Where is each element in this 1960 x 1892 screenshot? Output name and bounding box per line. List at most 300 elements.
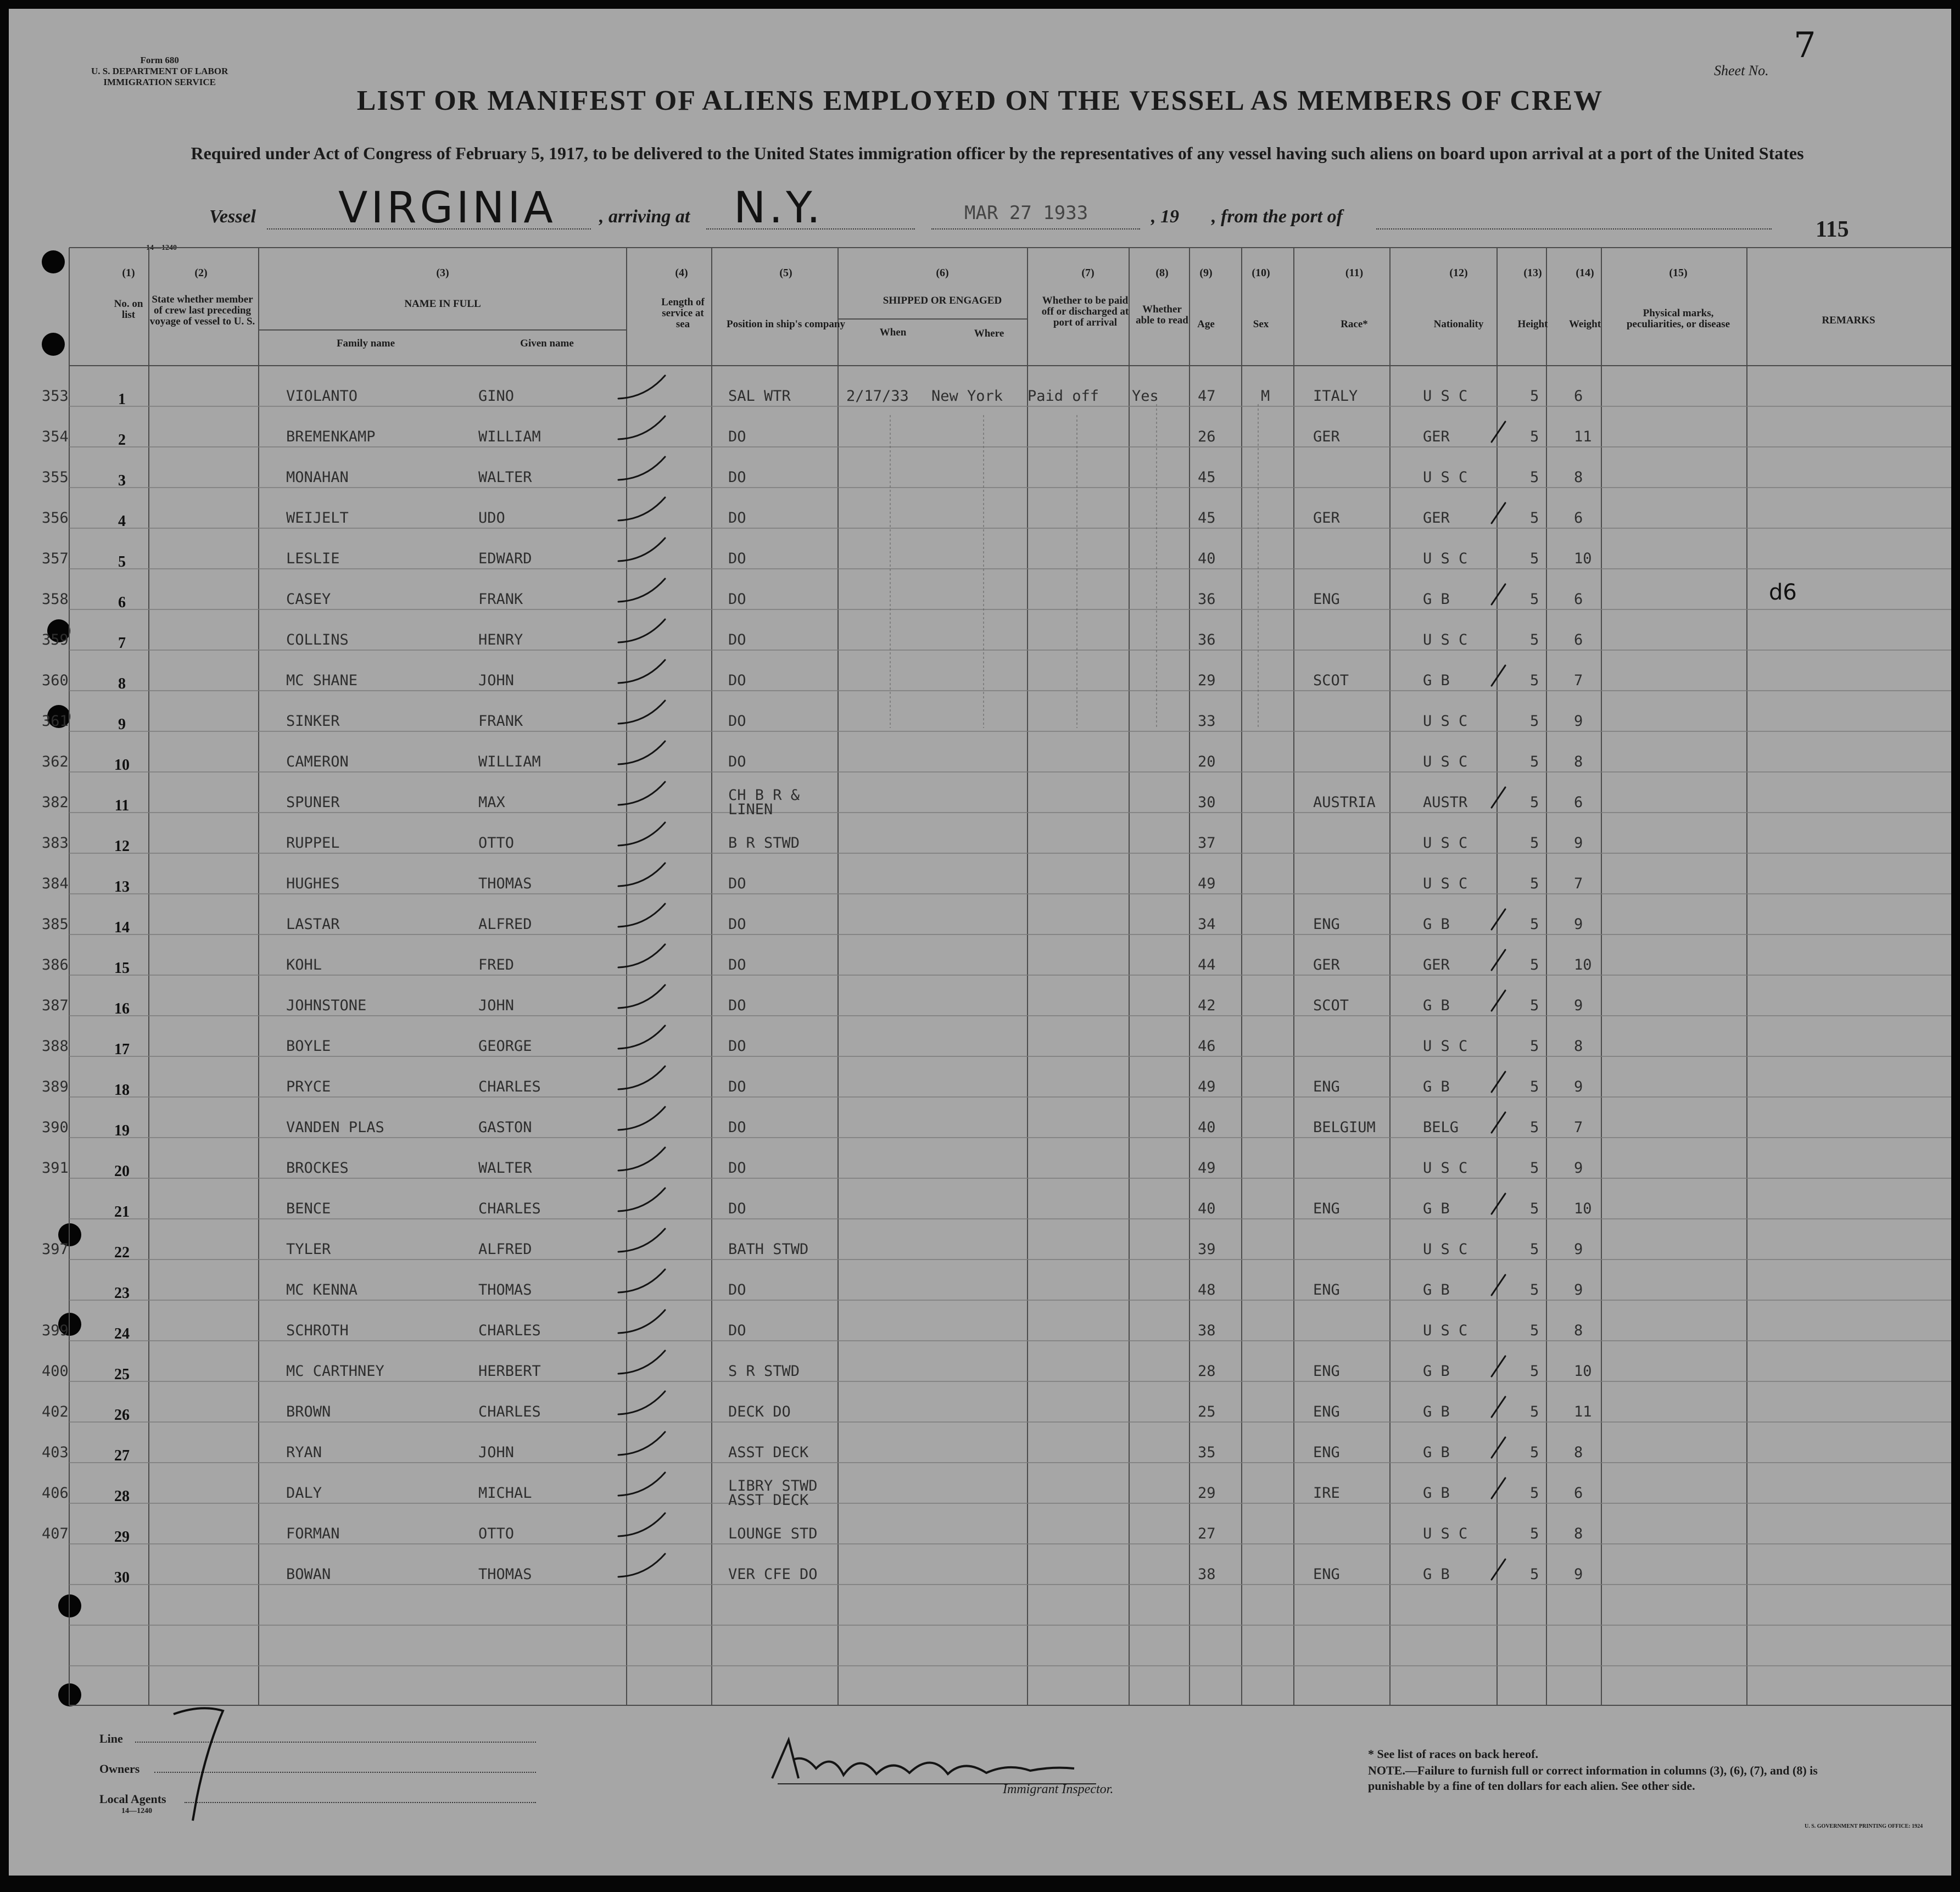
- cell-family-name: LASTAR: [286, 916, 340, 933]
- service-check-mark: [618, 1066, 665, 1089]
- service-check-mark: [618, 660, 665, 683]
- cell-position: B R STWD: [728, 835, 800, 852]
- cell-family-name: MC CARTHNEY: [286, 1363, 384, 1380]
- cell-height: 5: [1530, 1241, 1539, 1258]
- cell-list-id: 354: [42, 428, 69, 445]
- cell-height: 5: [1530, 631, 1539, 648]
- col-3-sub-family: Family name: [336, 338, 395, 349]
- service-check-mark: [618, 376, 665, 399]
- row-number: 9: [118, 716, 126, 733]
- service-check-mark: [618, 1351, 665, 1374]
- row-number: 23: [114, 1285, 130, 1302]
- cell-nationality: GER: [1423, 956, 1450, 973]
- cell-race: ITALY: [1313, 388, 1358, 405]
- cell-given-name: OTTO: [478, 835, 515, 852]
- cell-nationality: GER: [1423, 510, 1450, 527]
- row-number: 16: [114, 1000, 130, 1017]
- cell-age: 49: [1198, 875, 1216, 892]
- cell-list-id: 402: [42, 1403, 69, 1420]
- cell-age: 45: [1198, 469, 1216, 486]
- cell-given-name: FRANK: [478, 591, 523, 608]
- cell-age: 49: [1198, 1078, 1216, 1095]
- cell-given-name: GINO: [478, 388, 515, 405]
- cell-nationality: G B: [1423, 997, 1450, 1014]
- cell-nationality: U S C: [1423, 1322, 1468, 1339]
- cell-given-name: EDWARD: [478, 550, 532, 567]
- cell-weight: 9: [1574, 1281, 1583, 1298]
- cell-nationality: G B: [1423, 1444, 1450, 1461]
- service-check-mark: [618, 1310, 665, 1333]
- cell-age: 28: [1198, 1363, 1216, 1380]
- col-2-label: State whether member of crew last preceding voyage of vessel to U. S.: [149, 294, 255, 327]
- cell-family-name: RUPPEL: [286, 835, 340, 852]
- cell-weight: 10: [1574, 1200, 1592, 1217]
- cell-position: DO: [728, 1160, 746, 1177]
- col-15-label: Physical marks, peculiarities, or disease: [1626, 307, 1730, 330]
- inspector-label: Immigrant Inspector.: [1003, 1782, 1114, 1796]
- nationality-check-mark: [1492, 1194, 1505, 1214]
- line-label: Line: [99, 1732, 123, 1745]
- cell-position: DO: [728, 753, 746, 770]
- cell-position: DO: [728, 510, 746, 527]
- cell-family-name: SPUNER: [286, 794, 340, 811]
- row-number: 20: [114, 1163, 130, 1180]
- printer-imprint: U. S. GOVERNMENT PRINTING OFFICE: 1924: [1805, 1823, 1923, 1829]
- cell-race: ENG: [1313, 1403, 1340, 1420]
- cell-weight: 10: [1574, 1363, 1592, 1380]
- cell-given-name: FRED: [478, 956, 515, 973]
- cell-family-name: SINKER: [286, 713, 340, 730]
- cell-height: 5: [1530, 591, 1539, 608]
- col-2-number: (2): [194, 267, 208, 279]
- cell-family-name: SCHROTH: [286, 1322, 349, 1339]
- cell-height: 5: [1530, 835, 1539, 852]
- penalty-note: NOTE.—Failure to furnish full or correct information in columns (3), (6), (7), and (8) is punishable by a fine of ten dollars for each alien. See other side.: [1368, 1764, 1818, 1793]
- cell-age: 44: [1198, 956, 1216, 973]
- cell-sex: M: [1261, 388, 1270, 405]
- cell-position: DO: [728, 713, 746, 730]
- cell-height: 5: [1530, 794, 1539, 811]
- cell-list-id: 387: [42, 997, 69, 1014]
- cell-family-name: VANDEN PLAS: [286, 1119, 384, 1136]
- nationality-check-mark: [1492, 950, 1505, 970]
- page-title: LIST OR MANIFEST OF ALIENS EMPLOYED ON THE VESSEL AS MEMBERS OF CREW: [356, 85, 1604, 116]
- cell-weight: 7: [1574, 672, 1583, 689]
- owners-label: Owners: [99, 1762, 140, 1776]
- cell-list-id: 397: [42, 1241, 69, 1258]
- cell-weight: 6: [1574, 1485, 1583, 1502]
- cell-list-id: 384: [42, 875, 69, 892]
- cell-given-name: WILLIAM: [478, 428, 541, 445]
- cell-position: DO: [728, 1281, 746, 1298]
- col-remarks-label: REMARKS: [1822, 315, 1875, 326]
- col-1-label: No. on list: [114, 298, 143, 321]
- col-12-number: (12): [1449, 267, 1468, 279]
- cell-nationality: U S C: [1423, 1160, 1468, 1177]
- page-number: 115: [1816, 217, 1849, 242]
- cell-family-name: MC SHANE: [286, 672, 358, 689]
- cell-weight: 9: [1574, 713, 1583, 730]
- cell-list-id: 389: [42, 1078, 69, 1095]
- cell-list-id: 355: [42, 469, 69, 486]
- cell-height: 5: [1530, 1525, 1539, 1542]
- nationality-check-mark: [1492, 1072, 1505, 1092]
- cell-nationality: U S C: [1423, 1525, 1468, 1542]
- cell-age: 27: [1198, 1525, 1216, 1542]
- cell-given-name: MAX: [478, 794, 505, 811]
- cell-position: ASST DECK: [728, 1444, 809, 1461]
- cell-age: 29: [1198, 1485, 1216, 1502]
- service-check-mark: [618, 1026, 665, 1049]
- col-15-number: (15): [1669, 267, 1688, 279]
- col-7-number: (7): [1081, 267, 1095, 279]
- arrival-date-stamp: MAR 27 1933: [964, 202, 1088, 224]
- cell-age: 34: [1198, 916, 1216, 933]
- cell-able-to-read: Yes: [1132, 388, 1159, 405]
- cell-race: GER: [1313, 510, 1340, 527]
- cell-height: 5: [1530, 550, 1539, 567]
- service-check-mark: [618, 1391, 665, 1414]
- cell-nationality: U S C: [1423, 1038, 1468, 1055]
- cell-height: 5: [1530, 469, 1539, 486]
- cell-height: 5: [1530, 510, 1539, 527]
- service-check-mark: [618, 1147, 665, 1171]
- row-number: 28: [114, 1488, 130, 1505]
- arriving-port: N.Y.: [734, 183, 824, 233]
- cell-given-name: HERBERT: [478, 1363, 541, 1380]
- row-number: 1: [118, 391, 126, 408]
- cell-family-name: BROCKES: [286, 1160, 349, 1177]
- row-number: 5: [118, 553, 126, 570]
- cell-weight: 10: [1574, 956, 1592, 973]
- row-number: 30: [114, 1569, 130, 1586]
- cell-weight: 6: [1574, 631, 1583, 648]
- handwritten-seven-mark: [168, 1700, 234, 1826]
- row-number: 21: [114, 1204, 130, 1221]
- row-number: 26: [114, 1407, 130, 1424]
- cell-family-name: VIOLANTO: [286, 388, 358, 405]
- service-check-mark: [618, 944, 665, 967]
- cell-height: 5: [1530, 956, 1539, 973]
- col-4-number: (4): [675, 267, 688, 279]
- nationality-check-mark: [1492, 1437, 1505, 1458]
- cell-position: DO: [728, 1200, 746, 1217]
- races-note: * See list of races on back hereof.: [1368, 1747, 1538, 1761]
- cell-family-name: BOWAN: [286, 1566, 331, 1583]
- cell-position: S R STWD: [728, 1363, 800, 1380]
- cell-position: CH B R & LINEN: [728, 787, 800, 818]
- cell-height: 5: [1530, 1078, 1539, 1095]
- cell-weight: 6: [1574, 794, 1583, 811]
- cell-list-id: 361: [42, 713, 69, 730]
- cell-list-id: 406: [42, 1485, 69, 1502]
- cell-race: ENG: [1313, 1200, 1340, 1217]
- cell-given-name: WILLIAM: [478, 753, 541, 770]
- cell-race: BELGIUM: [1313, 1119, 1376, 1136]
- cell-weight: 6: [1574, 510, 1583, 527]
- cell-nationality: AUSTR: [1423, 794, 1468, 811]
- cell-race: GER: [1313, 956, 1340, 973]
- cell-shipped-when: 2/17/33: [846, 388, 909, 405]
- cell-given-name: CHARLES: [478, 1403, 541, 1420]
- cell-list-id: 360: [42, 672, 69, 689]
- cell-position: DO: [728, 1119, 746, 1136]
- cell-age: 26: [1198, 428, 1216, 445]
- row-number: 25: [114, 1366, 130, 1383]
- cell-given-name: MICHAL: [478, 1485, 532, 1502]
- cell-weight: 10: [1574, 550, 1592, 567]
- cell-race: IRE: [1313, 1485, 1340, 1502]
- col-7-label: Whether to be paid off or discharged at port of arrival: [1041, 295, 1129, 328]
- cell-race: ENG: [1313, 1444, 1340, 1461]
- col-12-label: Nationality: [1433, 318, 1484, 330]
- cell-age: 39: [1198, 1241, 1216, 1258]
- cell-nationality: G B: [1423, 1363, 1450, 1380]
- cell-given-name: FRANK: [478, 713, 523, 730]
- cell-nationality: G B: [1423, 591, 1450, 608]
- nationality-check-mark: [1492, 1275, 1505, 1295]
- col-5-label: Position in ship's company: [727, 318, 845, 330]
- cell-weight: 9: [1574, 997, 1583, 1014]
- nationality-check-mark: [1492, 422, 1505, 442]
- cell-height: 5: [1530, 753, 1539, 770]
- cell-weight: 8: [1574, 469, 1583, 486]
- cell-list-id: 383: [42, 835, 69, 852]
- row-number: 6: [118, 594, 126, 611]
- row-number: 27: [114, 1447, 130, 1464]
- cell-position: DO: [728, 550, 746, 567]
- cell-family-name: PRYCE: [286, 1078, 331, 1095]
- service-check-mark: [618, 904, 665, 927]
- cell-family-name: COLLINS: [286, 631, 349, 648]
- cell-height: 5: [1530, 1119, 1539, 1136]
- service-check-mark: [618, 497, 665, 520]
- cell-given-name: CHARLES: [478, 1078, 541, 1095]
- cell-given-name: CHARLES: [478, 1322, 541, 1339]
- cell-nationality: U S C: [1423, 753, 1468, 770]
- row-number: 8: [118, 675, 126, 692]
- service-check-mark: [618, 741, 665, 764]
- col-8-number: (8): [1155, 267, 1169, 279]
- col-6-sub-when: When: [879, 327, 907, 338]
- cell-nationality: G B: [1423, 1403, 1450, 1420]
- print-code-top: 14—1240: [146, 244, 177, 252]
- cell-race: ENG: [1313, 1566, 1340, 1583]
- cell-family-name: FORMAN: [286, 1525, 340, 1542]
- cell-nationality: U S C: [1423, 388, 1468, 405]
- row-number: 17: [114, 1041, 130, 1058]
- local-agents-label: Local Agents: [99, 1792, 166, 1806]
- form-number: Form 680: [140, 55, 179, 65]
- from-port-label: , from the port of: [1211, 206, 1343, 227]
- cell-list-id: 385: [42, 916, 69, 933]
- cell-given-name: WALTER: [478, 1160, 532, 1177]
- row-number: 14: [114, 919, 130, 936]
- cell-age: 38: [1198, 1322, 1216, 1339]
- cell-position: BATH STWD: [728, 1241, 809, 1258]
- cell-position: DO: [728, 875, 746, 892]
- cell-position: LIBRY STWD ASST DECK: [728, 1477, 818, 1509]
- inspector-signature: [767, 1730, 1107, 1790]
- service-check-mark: [618, 822, 665, 846]
- col-14-label: Weight: [1568, 318, 1601, 330]
- nationality-check-mark: [1492, 787, 1505, 808]
- cell-weight: 7: [1574, 1119, 1583, 1136]
- cell-age: 20: [1198, 753, 1216, 770]
- cell-race: SCOT: [1313, 672, 1349, 689]
- cell-age: 40: [1198, 1200, 1216, 1217]
- col-3-label: NAME IN FULL: [404, 298, 481, 310]
- cell-list-id: 386: [42, 956, 69, 973]
- nationality-check-mark: [1492, 503, 1505, 523]
- cell-age: 42: [1198, 997, 1216, 1014]
- cell-list-id: 391: [42, 1160, 69, 1177]
- cell-family-name: RYAN: [286, 1444, 322, 1461]
- row-number: 2: [118, 432, 126, 449]
- cell-nationality: G B: [1423, 1200, 1450, 1217]
- cell-height: 5: [1530, 388, 1539, 405]
- row-number: 3: [118, 472, 126, 489]
- cell-nationality: U S C: [1423, 835, 1468, 852]
- cell-height: 5: [1530, 1281, 1539, 1298]
- cell-height: 5: [1530, 1363, 1539, 1380]
- cell-list-id: 353: [42, 388, 69, 405]
- manifest-sheet: [9, 9, 1951, 1876]
- cell-position: DO: [728, 428, 746, 445]
- cell-position: DO: [728, 916, 746, 933]
- cell-position: DO: [728, 997, 746, 1014]
- nationality-check-mark: [1492, 1478, 1505, 1498]
- col-1-number: (1): [122, 267, 135, 279]
- cell-family-name: DALY: [286, 1485, 322, 1502]
- cell-nationality: U S C: [1423, 550, 1468, 567]
- cell-family-name: BOYLE: [286, 1038, 331, 1055]
- cell-weight: 6: [1574, 591, 1583, 608]
- cell-height: 5: [1530, 1322, 1539, 1339]
- col-6-number: (6): [936, 267, 949, 279]
- cell-family-name: TYLER: [286, 1241, 331, 1258]
- cell-list-id: 399: [42, 1322, 69, 1339]
- form-department: U. S. DEPARTMENT OF LABOR: [91, 66, 228, 76]
- service-check-mark: [618, 1229, 665, 1252]
- cell-weight: 8: [1574, 1444, 1583, 1461]
- cell-race: ENG: [1313, 591, 1340, 608]
- cell-position: DO: [728, 469, 746, 486]
- cell-given-name: THOMAS: [478, 1566, 532, 1583]
- cell-given-name: HENRY: [478, 631, 523, 648]
- row-number: 24: [114, 1325, 130, 1342]
- row-number: 18: [114, 1082, 130, 1099]
- service-check-mark: [618, 782, 665, 805]
- cell-nationality: G B: [1423, 1078, 1450, 1095]
- cell-race: GER: [1313, 428, 1340, 445]
- col-11-label: Race*: [1341, 318, 1368, 330]
- cell-age: 29: [1198, 672, 1216, 689]
- nationality-check-mark: [1492, 1112, 1505, 1133]
- cell-paid-off: Paid off: [1028, 388, 1099, 405]
- cell-family-name: BREMENKAMP: [286, 428, 376, 445]
- cell-given-name: JOHN: [478, 997, 515, 1014]
- cell-given-name: UDO: [478, 510, 505, 527]
- cell-weight: 9: [1574, 1078, 1583, 1095]
- cell-position: VER CFE DO: [728, 1566, 818, 1583]
- cell-position: DO: [728, 672, 746, 689]
- cell-given-name: THOMAS: [478, 1281, 532, 1298]
- service-check-mark: [618, 1473, 665, 1496]
- cell-race: ENG: [1313, 1078, 1340, 1095]
- cell-nationality: GER: [1423, 428, 1450, 445]
- table-grid: [9, 9, 1951, 1876]
- col-8-label: Whether able to read: [1136, 304, 1188, 326]
- cell-given-name: WALTER: [478, 469, 532, 486]
- col-10-number: (10): [1252, 267, 1270, 279]
- row-number: 15: [114, 960, 130, 977]
- service-check-mark: [618, 701, 665, 724]
- service-check-mark: [618, 619, 665, 642]
- cell-position: DO: [728, 956, 746, 973]
- cell-position: DECK DO: [728, 1403, 791, 1420]
- cell-nationality: U S C: [1423, 713, 1468, 730]
- service-check-mark: [618, 457, 665, 480]
- col-3-number: (3): [436, 267, 449, 279]
- cell-age: 38: [1198, 1566, 1216, 1583]
- cell-position: DO: [728, 1078, 746, 1095]
- cell-given-name: GASTON: [478, 1119, 532, 1136]
- cell-family-name: CAMERON: [286, 753, 349, 770]
- service-check-mark: [618, 1554, 665, 1577]
- cell-weight: 6: [1574, 388, 1583, 405]
- service-check-mark: [618, 1269, 665, 1292]
- row-number: 29: [114, 1529, 130, 1546]
- cell-height: 5: [1530, 1200, 1539, 1217]
- nationality-check-mark: [1492, 665, 1505, 686]
- cell-list-id: 382: [42, 794, 69, 811]
- row-number: 19: [114, 1122, 130, 1139]
- service-check-mark: [618, 1513, 665, 1536]
- row-number: 22: [114, 1244, 130, 1261]
- cell-list-id: 358: [42, 591, 69, 608]
- cell-age: 33: [1198, 713, 1216, 730]
- service-check-mark: [618, 863, 665, 886]
- cell-position: DO: [728, 591, 746, 608]
- cell-age: 36: [1198, 631, 1216, 648]
- cell-weight: 8: [1574, 1525, 1583, 1542]
- sheet-number-value: 7: [1794, 25, 1816, 66]
- service-check-mark: [618, 579, 665, 602]
- row-number: 12: [114, 838, 130, 855]
- cell-weight: 11: [1574, 1403, 1592, 1420]
- cell-height: 5: [1530, 997, 1539, 1014]
- cell-list-id: 400: [42, 1363, 69, 1380]
- service-check-mark: [618, 1432, 665, 1455]
- cell-height: 5: [1530, 713, 1539, 730]
- print-code-bottom: 14—1240: [121, 1807, 152, 1815]
- col-6-sub-where: Where: [974, 328, 1004, 339]
- cell-family-name: MONAHAN: [286, 469, 349, 486]
- cell-given-name: CHARLES: [478, 1200, 541, 1217]
- nationality-check-mark: [1492, 1559, 1505, 1580]
- cell-family-name: JOHNSTONE: [286, 997, 367, 1014]
- service-check-mark: [618, 1107, 665, 1130]
- sheet-number-label: Sheet No.: [1714, 63, 1769, 79]
- vessel-name: VIRGINIA: [338, 183, 556, 233]
- cell-nationality: U S C: [1423, 631, 1468, 648]
- cell-given-name: JOHN: [478, 1444, 515, 1461]
- cell-family-name: BROWN: [286, 1403, 331, 1420]
- cell-race: ENG: [1313, 1281, 1340, 1298]
- cell-position: DO: [728, 1322, 746, 1339]
- cell-age: 40: [1198, 550, 1216, 567]
